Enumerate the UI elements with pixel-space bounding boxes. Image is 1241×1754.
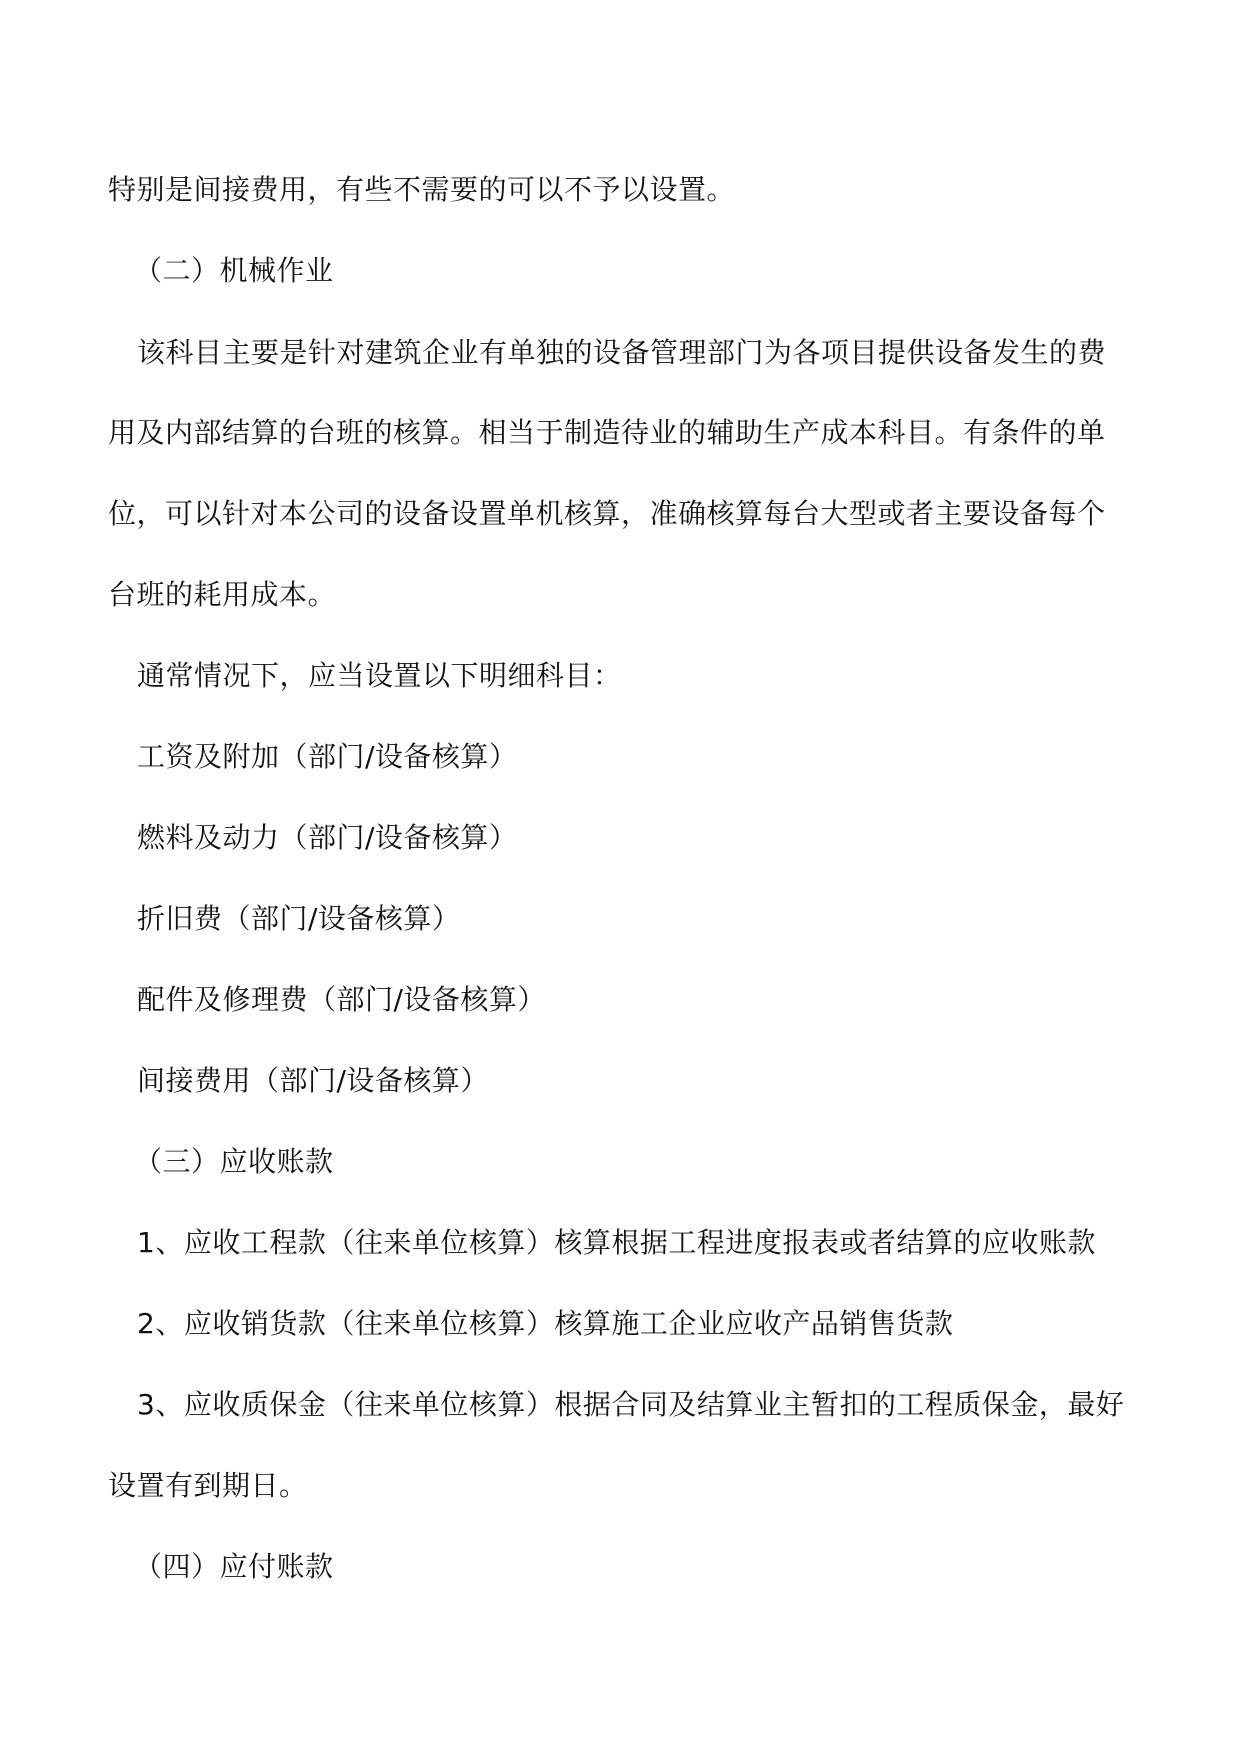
list-item: 1、应收工程款（往来单位核算）核算根据工程进度报表或者结算的应收账款 bbox=[137, 1226, 1096, 1259]
paragraph-line: 该科目主要是针对建筑企业有单独的设备管理部门为各项目提供设备发生的费 bbox=[137, 336, 1107, 369]
paragraph-line: 通常情况下，应当设置以下明细科目： bbox=[137, 659, 622, 692]
paragraph-line: 特别是间接费用，有些不需要的可以不予以设置。 bbox=[108, 173, 736, 206]
paragraph-line: 台班的耗用成本。 bbox=[108, 578, 337, 611]
section-heading-payables: （四）应付账款 bbox=[134, 1550, 334, 1583]
section-heading-machinery: （二）机械作业 bbox=[134, 254, 334, 287]
list-item: 燃料及动力（部门/设备核算） bbox=[137, 821, 518, 854]
list-item: 2、应收销货款（往来单位核算）核算施工企业应收产品销售货款 bbox=[137, 1307, 954, 1340]
section-heading-receivables: （三）应收账款 bbox=[134, 1145, 334, 1178]
paragraph-line: 设置有到期日。 bbox=[108, 1469, 308, 1502]
list-item: 间接费用（部门/设备核算） bbox=[137, 1064, 489, 1097]
list-item: 折旧费（部门/设备核算） bbox=[137, 902, 461, 935]
paragraph-line: 用及内部结算的台班的核算。相当于制造待业的辅助生产成本科目。有条件的单 bbox=[108, 416, 1106, 449]
paragraph-line: 位，可以针对本公司的设备设置单机核算，准确核算每台大型或者主要设备每个 bbox=[108, 497, 1106, 530]
list-item: 3、应收质保金（往来单位核算）根据合同及结算业主暂扣的工程质保金，最好 bbox=[137, 1388, 1125, 1421]
list-item: 工资及附加（部门/设备核算） bbox=[137, 740, 518, 773]
list-item: 配件及修理费（部门/设备核算） bbox=[137, 983, 546, 1016]
